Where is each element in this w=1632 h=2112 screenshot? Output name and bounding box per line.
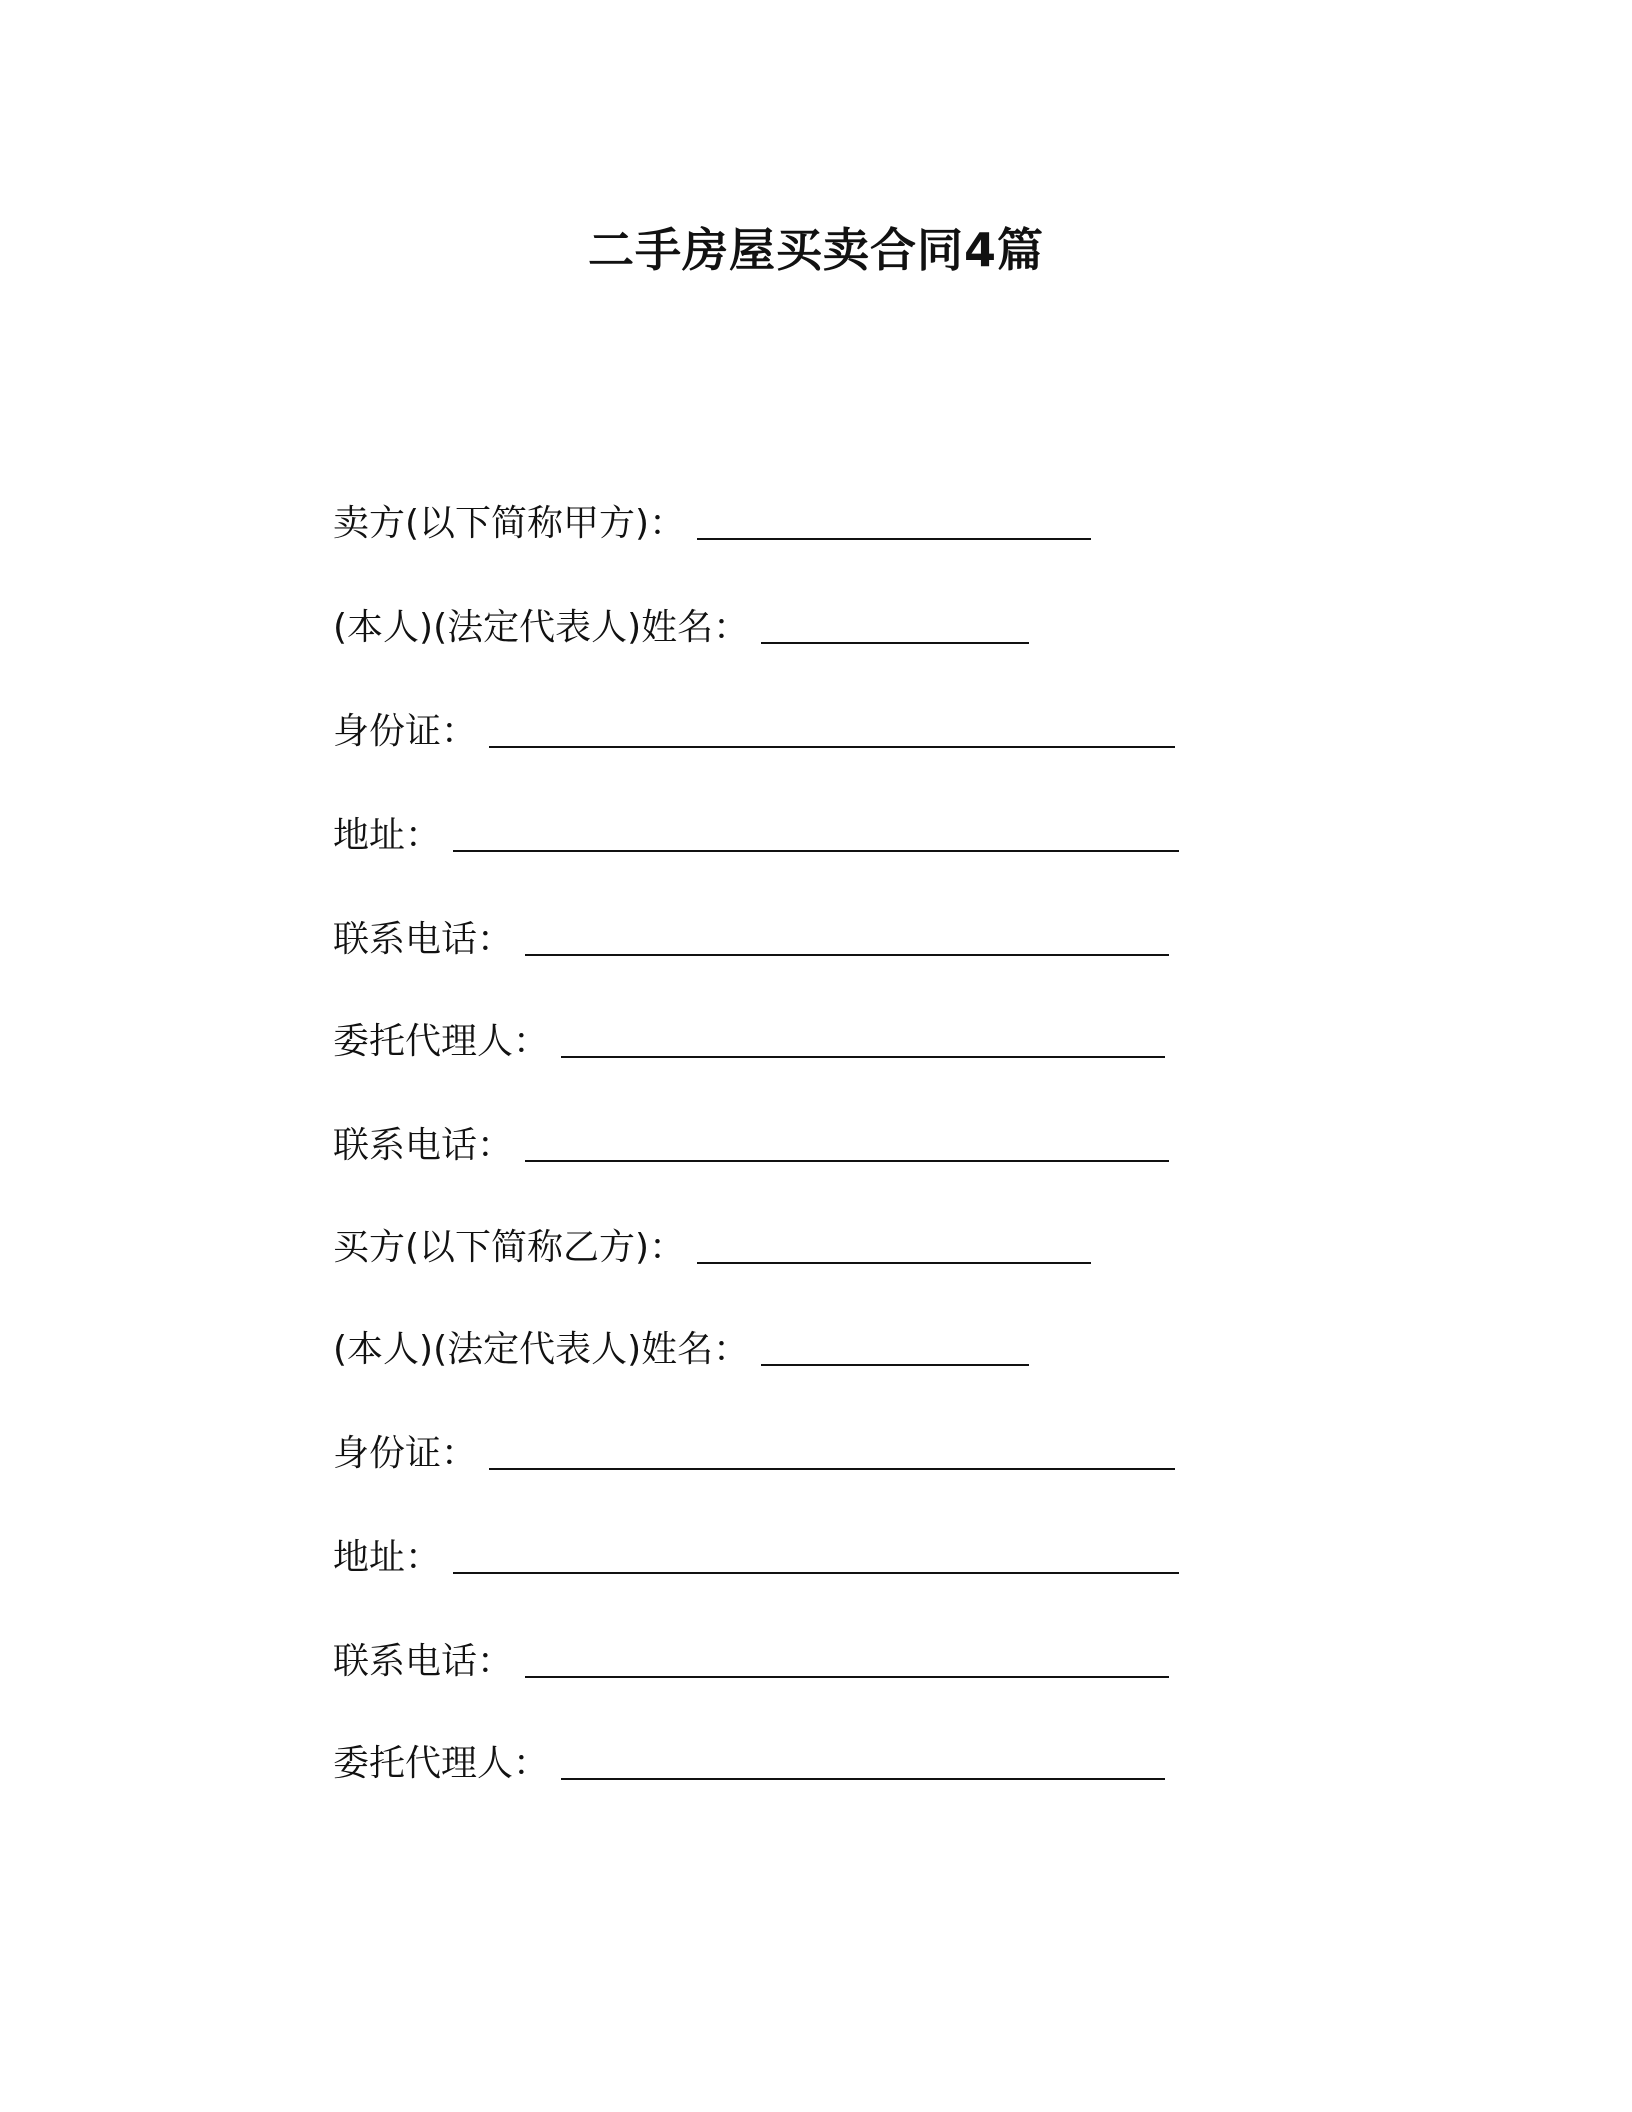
buyer-id-blank[interactable] — [489, 1468, 1175, 1470]
seller-address-row — [333, 808, 1179, 858]
buyer-address-label: 地址： — [333, 1537, 442, 1578]
buyer-agent-label: 委托代理人： — [333, 1743, 550, 1784]
seller-id-blank[interactable] — [489, 746, 1175, 748]
buyer-address-row — [333, 1530, 1179, 1580]
buyer-party-blank[interactable] — [697, 1262, 1091, 1264]
buyer-party-label: 买方(以下简称乙方)： — [333, 1227, 686, 1268]
seller-id-row — [333, 704, 1175, 754]
seller-agent-phone-label: 联系电话： — [333, 1125, 514, 1166]
buyer-name-blank[interactable] — [761, 1364, 1029, 1366]
seller-name-row — [333, 600, 1029, 650]
buyer-phone-label: 联系电话： — [333, 1641, 514, 1682]
seller-party-row — [333, 496, 1091, 546]
seller-party-blank[interactable] — [697, 538, 1091, 540]
buyer-party-row — [333, 1220, 1091, 1270]
buyer-id-row — [333, 1426, 1175, 1476]
seller-address-label: 地址： — [333, 815, 442, 856]
seller-agent-blank[interactable] — [561, 1056, 1165, 1058]
seller-address-blank[interactable] — [453, 850, 1179, 852]
buyer-name-row — [333, 1322, 1029, 1372]
seller-name-blank[interactable] — [761, 642, 1029, 644]
seller-id-label: 身份证： — [333, 711, 478, 752]
seller-agent-phone-row — [333, 1118, 1169, 1168]
seller-party-label: 卖方(以下简称甲方)： — [333, 503, 686, 544]
buyer-phone-blank[interactable] — [525, 1676, 1169, 1678]
seller-phone-blank[interactable] — [525, 954, 1169, 956]
buyer-phone-row — [333, 1634, 1169, 1684]
seller-agent-row — [333, 1014, 1165, 1064]
seller-phone-label: 联系电话： — [333, 919, 514, 960]
seller-phone-row — [333, 912, 1169, 962]
seller-agent-label: 委托代理人： — [333, 1021, 550, 1062]
buyer-name-label: (本人)(法定代表人)姓名： — [333, 1329, 750, 1370]
buyer-id-label: 身份证： — [333, 1433, 478, 1474]
buyer-address-blank[interactable] — [453, 1572, 1179, 1574]
document-title: 二手房屋买卖合同4篇 — [587, 223, 1044, 277]
buyer-agent-row — [333, 1736, 1165, 1786]
seller-agent-phone-blank[interactable] — [525, 1160, 1169, 1162]
buyer-agent-blank[interactable] — [561, 1778, 1165, 1780]
seller-name-label: (本人)(法定代表人)姓名： — [333, 607, 750, 648]
